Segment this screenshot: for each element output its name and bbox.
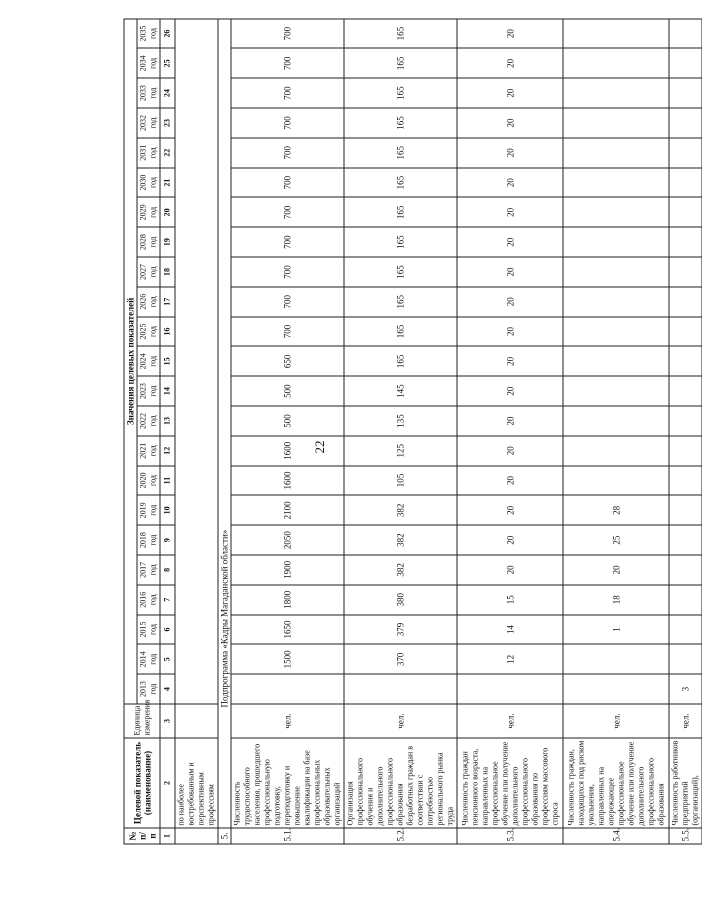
column-number: 18 xyxy=(160,257,175,287)
value-cell: 165 xyxy=(344,316,457,346)
header-values-group: Значения целевых показателей xyxy=(124,18,137,703)
year-header: 2014 год xyxy=(137,644,160,674)
value-cell xyxy=(669,406,702,436)
column-number: 13 xyxy=(160,406,175,436)
row-number: 5.4. xyxy=(563,828,669,844)
year-header: 2019 год xyxy=(137,495,160,525)
table-row xyxy=(344,18,457,843)
value-cell: 382 xyxy=(344,555,457,585)
value-cell xyxy=(563,465,669,495)
column-numbers-row xyxy=(160,18,175,843)
value-cell xyxy=(669,584,702,614)
value-cell xyxy=(563,227,669,257)
table-row xyxy=(669,18,702,843)
value-cell xyxy=(563,406,669,436)
value-cell: 500 xyxy=(231,376,344,406)
value-cell: 165 xyxy=(344,197,457,227)
year-header: 2022 год xyxy=(137,406,160,436)
indicator-name: Организация профессионального обучения и дополнительного профессионального образования безработных граждан в соответствии с потребностью регионального рынка труда xyxy=(344,738,457,828)
value-cell xyxy=(563,286,669,316)
column-number: 21 xyxy=(160,167,175,197)
column-number: 23 xyxy=(160,108,175,138)
column-number: 24 xyxy=(160,78,175,108)
value-cell: 1 xyxy=(563,614,669,644)
value-cell: 700 xyxy=(231,108,344,138)
value-cell xyxy=(669,555,702,585)
value-cell: 20 xyxy=(457,406,563,436)
unit-cell: чел. xyxy=(563,704,669,738)
column-number: 5 xyxy=(160,644,175,674)
year-header: 2032 год xyxy=(137,108,160,138)
value-cell: 20 xyxy=(457,108,563,138)
indicator-name: Численность граждан, находящихся под риском увольнения, направленных на опережающее профессиональное обучение или получение дополнительного профессионального образования xyxy=(563,738,669,828)
continuation-unit xyxy=(175,704,218,738)
header-num: № п/п xyxy=(124,828,160,844)
value-cell: 700 xyxy=(231,286,344,316)
value-cell: 1500 xyxy=(231,644,344,674)
row-number: 5.3. xyxy=(457,828,563,844)
value-cell: 25 xyxy=(563,525,669,555)
value-cell: 28 xyxy=(563,495,669,525)
value-cell: 165 xyxy=(344,167,457,197)
value-cell: 1600 xyxy=(231,465,344,495)
year-header: 2015 год xyxy=(137,614,160,644)
value-cell xyxy=(669,108,702,138)
column-number: 3 xyxy=(160,704,175,738)
value-cell: 700 xyxy=(231,167,344,197)
column-number: 26 xyxy=(160,18,175,48)
value-cell xyxy=(563,48,669,78)
value-cell xyxy=(669,257,702,287)
value-cell: 3 xyxy=(669,674,702,704)
section-num: 5. xyxy=(218,828,231,844)
column-number: 20 xyxy=(160,197,175,227)
value-cell: 165 xyxy=(344,108,457,138)
year-header: 2027 год xyxy=(137,257,160,287)
continuation-text: по наиболее востребованным и перспективным профессиям xyxy=(175,738,218,828)
value-cell: 1800 xyxy=(231,584,344,614)
year-header: 2030 год xyxy=(137,167,160,197)
value-cell: 700 xyxy=(231,257,344,287)
year-header: 2018 год xyxy=(137,525,160,555)
value-cell: 20 xyxy=(563,555,669,585)
column-number: 16 xyxy=(160,316,175,346)
value-cell xyxy=(669,286,702,316)
value-cell: 165 xyxy=(344,18,457,48)
indicator-name: Численность работников предприятий (организаций), xyxy=(669,738,702,828)
value-cell: 145 xyxy=(344,376,457,406)
value-cell xyxy=(563,197,669,227)
column-number: 22 xyxy=(160,137,175,167)
value-cell xyxy=(563,644,669,674)
value-cell xyxy=(669,316,702,346)
unit-cell: чел. xyxy=(457,704,563,738)
year-header: 2033 год xyxy=(137,78,160,108)
value-cell: 20 xyxy=(457,167,563,197)
value-cell: 105 xyxy=(344,465,457,495)
value-cell xyxy=(669,137,702,167)
column-number: 12 xyxy=(160,435,175,465)
value-cell: 379 xyxy=(344,614,457,644)
column-number: 10 xyxy=(160,495,175,525)
target-indicators-table xyxy=(123,18,702,844)
value-cell xyxy=(669,614,702,644)
value-cell xyxy=(669,525,702,555)
value-cell: 14 xyxy=(457,614,563,644)
value-cell xyxy=(669,227,702,257)
value-cell xyxy=(669,346,702,376)
value-cell: 20 xyxy=(457,78,563,108)
value-cell xyxy=(669,435,702,465)
value-cell: 20 xyxy=(457,495,563,525)
continuation-num xyxy=(175,828,218,844)
value-cell: 20 xyxy=(457,137,563,167)
value-cell: 20 xyxy=(457,376,563,406)
indicator-name: Численность граждан пенсионного возраста, направленных на профессиональное обучение или получение дополнительного профессионального образования по профессиям массового спроса xyxy=(457,738,563,828)
value-cell: 20 xyxy=(457,48,563,78)
value-cell xyxy=(344,674,457,704)
value-cell: 15 xyxy=(457,584,563,614)
unit-cell: чел. xyxy=(669,704,702,738)
value-cell: 700 xyxy=(231,197,344,227)
value-cell: 2100 xyxy=(231,495,344,525)
value-cell xyxy=(563,376,669,406)
value-cell xyxy=(457,674,563,704)
value-cell: 135 xyxy=(344,406,457,436)
value-cell xyxy=(669,167,702,197)
value-cell xyxy=(563,137,669,167)
value-cell xyxy=(563,435,669,465)
column-number: 17 xyxy=(160,286,175,316)
value-cell: 382 xyxy=(344,525,457,555)
page-number: 22 xyxy=(312,440,327,454)
value-cell xyxy=(563,257,669,287)
value-cell xyxy=(563,674,669,704)
year-header: 2020 год xyxy=(137,465,160,495)
value-cell: 2050 xyxy=(231,525,344,555)
value-cell xyxy=(563,346,669,376)
value-cell xyxy=(563,167,669,197)
value-cell: 165 xyxy=(344,78,457,108)
column-number: 9 xyxy=(160,525,175,555)
column-number: 11 xyxy=(160,465,175,495)
value-cell: 20 xyxy=(457,18,563,48)
value-cell: 700 xyxy=(231,316,344,346)
year-header: 2035 год xyxy=(137,18,160,48)
value-cell: 165 xyxy=(344,346,457,376)
value-cell: 165 xyxy=(344,137,457,167)
year-header: 2017 год xyxy=(137,555,160,585)
value-cell: 1650 xyxy=(231,614,344,644)
year-header: 2025 год xyxy=(137,316,160,346)
table-row xyxy=(457,18,563,843)
value-cell: 20 xyxy=(457,316,563,346)
value-cell xyxy=(669,78,702,108)
value-cell: 125 xyxy=(344,435,457,465)
value-cell: 165 xyxy=(344,286,457,316)
column-number: 1 xyxy=(160,828,175,844)
table-body xyxy=(175,18,702,843)
unit-cell: чел. xyxy=(344,704,457,738)
column-number: 25 xyxy=(160,48,175,78)
value-cell: 20 xyxy=(457,257,563,287)
table-row xyxy=(231,18,344,843)
value-cell: 650 xyxy=(231,346,344,376)
value-cell: 700 xyxy=(231,78,344,108)
value-cell xyxy=(563,316,669,346)
value-cell: 1600 xyxy=(231,435,344,465)
value-cell xyxy=(669,18,702,48)
year-header: 2029 год xyxy=(137,197,160,227)
year-header: 2016 год xyxy=(137,584,160,614)
value-cell: 1900 xyxy=(231,555,344,585)
value-cell xyxy=(669,376,702,406)
value-cell: 20 xyxy=(457,555,563,585)
column-number: 15 xyxy=(160,346,175,376)
value-cell xyxy=(563,108,669,138)
rotated-table-wrapper xyxy=(123,19,699,844)
value-cell: 380 xyxy=(344,584,457,614)
value-cell: 20 xyxy=(457,525,563,555)
header-unit: Единица измерения xyxy=(124,704,160,738)
value-cell: 20 xyxy=(457,435,563,465)
column-number: 8 xyxy=(160,555,175,585)
section-title: Подпрограмма «Кадры Магаданской области» xyxy=(218,18,231,827)
value-cell xyxy=(563,78,669,108)
value-cell: 20 xyxy=(457,346,563,376)
value-cell xyxy=(669,48,702,78)
year-header: 2028 год xyxy=(137,227,160,257)
year-header: 2026 год xyxy=(137,286,160,316)
value-cell: 700 xyxy=(231,48,344,78)
column-number: 4 xyxy=(160,674,175,704)
value-cell: 500 xyxy=(231,406,344,436)
header-indicator: Целевой показатель (наименование) xyxy=(124,738,160,828)
unit-cell: чел. xyxy=(231,704,344,738)
value-cell: 700 xyxy=(231,137,344,167)
value-cell xyxy=(669,644,702,674)
value-cell: 20 xyxy=(457,286,563,316)
row-number: 5.1. xyxy=(231,828,344,844)
row-number: 5.5. xyxy=(669,828,702,844)
value-cell: 382 xyxy=(344,495,457,525)
column-number: 19 xyxy=(160,227,175,257)
value-cell: 370 xyxy=(344,644,457,674)
table-row xyxy=(563,18,669,843)
year-header: 2034 год xyxy=(137,48,160,78)
value-cell xyxy=(669,197,702,227)
year-header: 2031 год xyxy=(137,137,160,167)
indicator-name: Численность трудоспособного населения, прошедшего профессиональную подготовку, переподготовку и повышение квалификации на базе профессиональных образовательных организаций xyxy=(231,738,344,828)
year-header: 2023 год xyxy=(137,376,160,406)
column-number: 2 xyxy=(160,738,175,828)
value-cell: 165 xyxy=(344,227,457,257)
value-cell: 700 xyxy=(231,18,344,48)
column-number: 7 xyxy=(160,584,175,614)
row-number: 5.2. xyxy=(344,828,457,844)
document-sheet xyxy=(123,19,699,844)
column-number: 6 xyxy=(160,614,175,644)
value-cell: 165 xyxy=(344,48,457,78)
continuation-values xyxy=(175,18,218,703)
value-cell: 20 xyxy=(457,465,563,495)
value-cell xyxy=(563,18,669,48)
value-cell: 700 xyxy=(231,227,344,257)
value-cell: 18 xyxy=(563,584,669,614)
column-number: 14 xyxy=(160,376,175,406)
year-header: 2024 год xyxy=(137,346,160,376)
value-cell: 165 xyxy=(344,257,457,287)
value-cell: 12 xyxy=(457,644,563,674)
value-cell: 20 xyxy=(457,197,563,227)
year-header: 2021 год xyxy=(137,435,160,465)
value-cell: 20 xyxy=(457,227,563,257)
year-header: 2013 год xyxy=(137,674,160,704)
value-cell xyxy=(669,465,702,495)
value-cell xyxy=(669,495,702,525)
value-cell xyxy=(231,674,344,704)
